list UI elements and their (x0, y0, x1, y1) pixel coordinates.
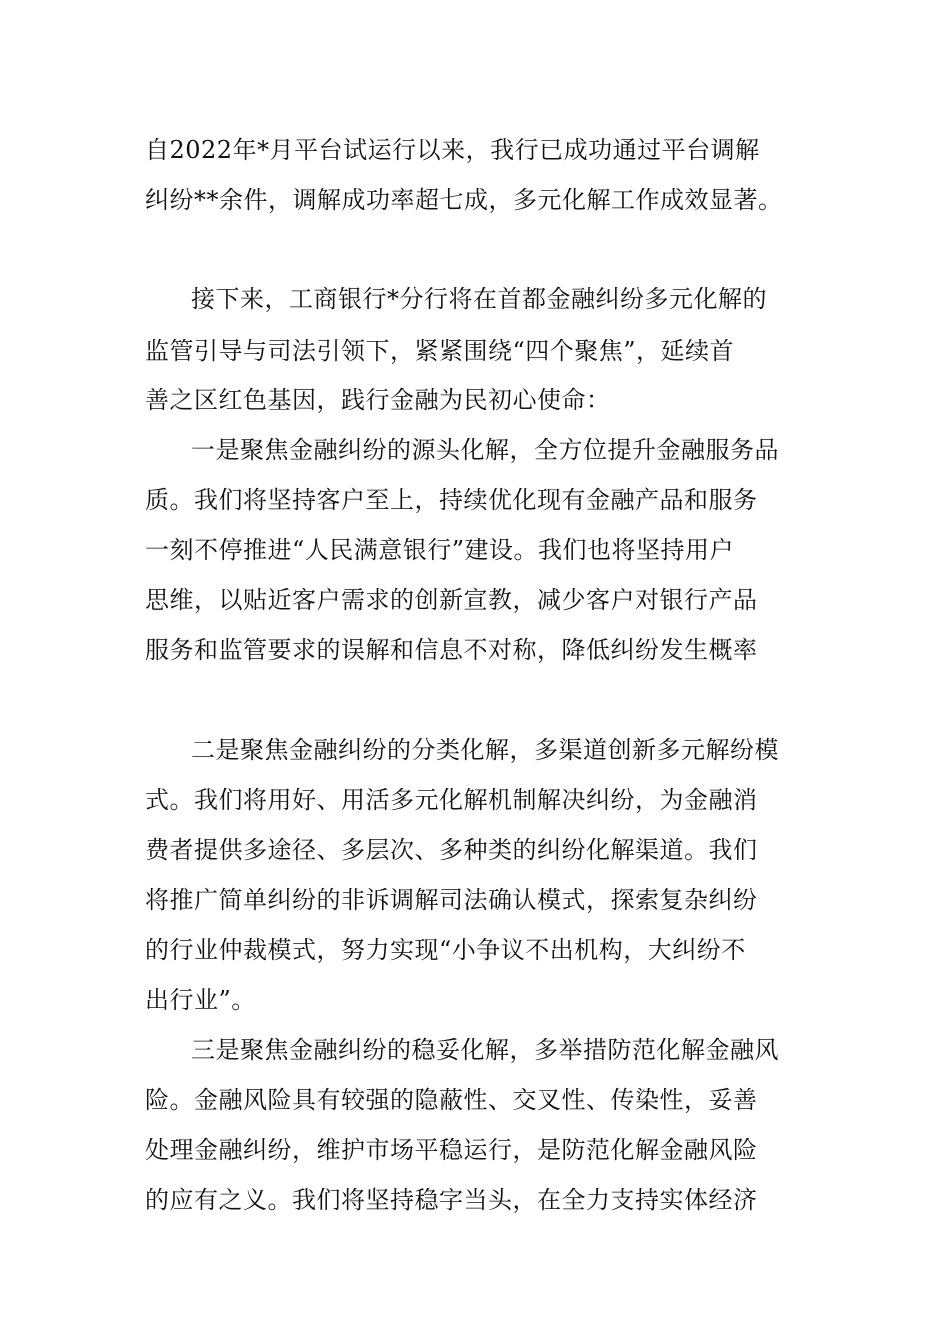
paragraph-1-line-1: 自2022年*月平台试运行以来，我行已成功通过平台调解 (145, 136, 760, 164)
paragraph-5-line-1: 三是聚焦金融纠纷的稳妥化解，多举措防范化解金融风 (191, 1036, 779, 1064)
paragraph-4-line-1: 二是聚焦金融纠纷的分类化解，多渠道创新多元解纷模 (191, 736, 779, 764)
paragraph-3-line-5: 服务和监管要求的误解和信息不对称，降低纠纷发生概率 (145, 636, 758, 664)
paragraph-3-line-1: 一是聚焦金融纠纷的源头化解，全方位提升金融服务品 (191, 436, 779, 464)
paragraph-4-line-3: 费者提供多途径、多层次、多种类的纠纷化解渠道。我们 (145, 836, 758, 864)
paragraph-3-line-2: 质。我们将坚持客户至上，持续优化现有金融产品和服务 (145, 486, 758, 514)
paragraph-3-line-3: 一刻不停推进“人民满意银行”建设。我们也将坚持用户 (145, 536, 735, 564)
paragraph-5-line-3: 处理金融纠纷，维护市场平稳运行，是防范化解金融风险 (145, 1136, 758, 1164)
paragraph-4-line-5: 的行业仲裁模式，努力实现“小争议不出机构，大纠纷不 (145, 936, 746, 964)
paragraph-2-line-2: 监管引导与司法引领下，紧紧围绕“四个聚焦”，延续首 (145, 337, 735, 365)
paragraph-2-line-3: 善之区红色基因，践行金融为民初心使命： (145, 386, 611, 414)
paragraph-3-line-4: 思维，以贴近客户需求的创新宣教，减少客户对银行产品 (145, 586, 758, 614)
paragraph-4-line-2: 式。我们将用好、用活多元化解机制解决纠纷，为金融消 (145, 786, 758, 814)
paragraph-5-line-2: 险。金融风险具有较强的隐蔽性、交叉性、传染性，妥善 (145, 1086, 758, 1114)
paragraph-5-line-4: 的应有之义。我们将坚持稳字当头，在全力支持实体经济 (145, 1186, 758, 1214)
paragraph-1-line-2: 纠纷**余件，调解成功率超七成，多元化解工作成效显著。 (145, 186, 783, 214)
paragraph-4-line-6: 出行业”。 (145, 986, 256, 1014)
paragraph-4-line-4: 将推广简单纠纷的非诉调解司法确认模式，探索复杂纠纷 (145, 886, 758, 914)
paragraph-2-line-1: 接下来，工商银行*分行将在首都金融纠纷多元化解的 (191, 285, 767, 313)
